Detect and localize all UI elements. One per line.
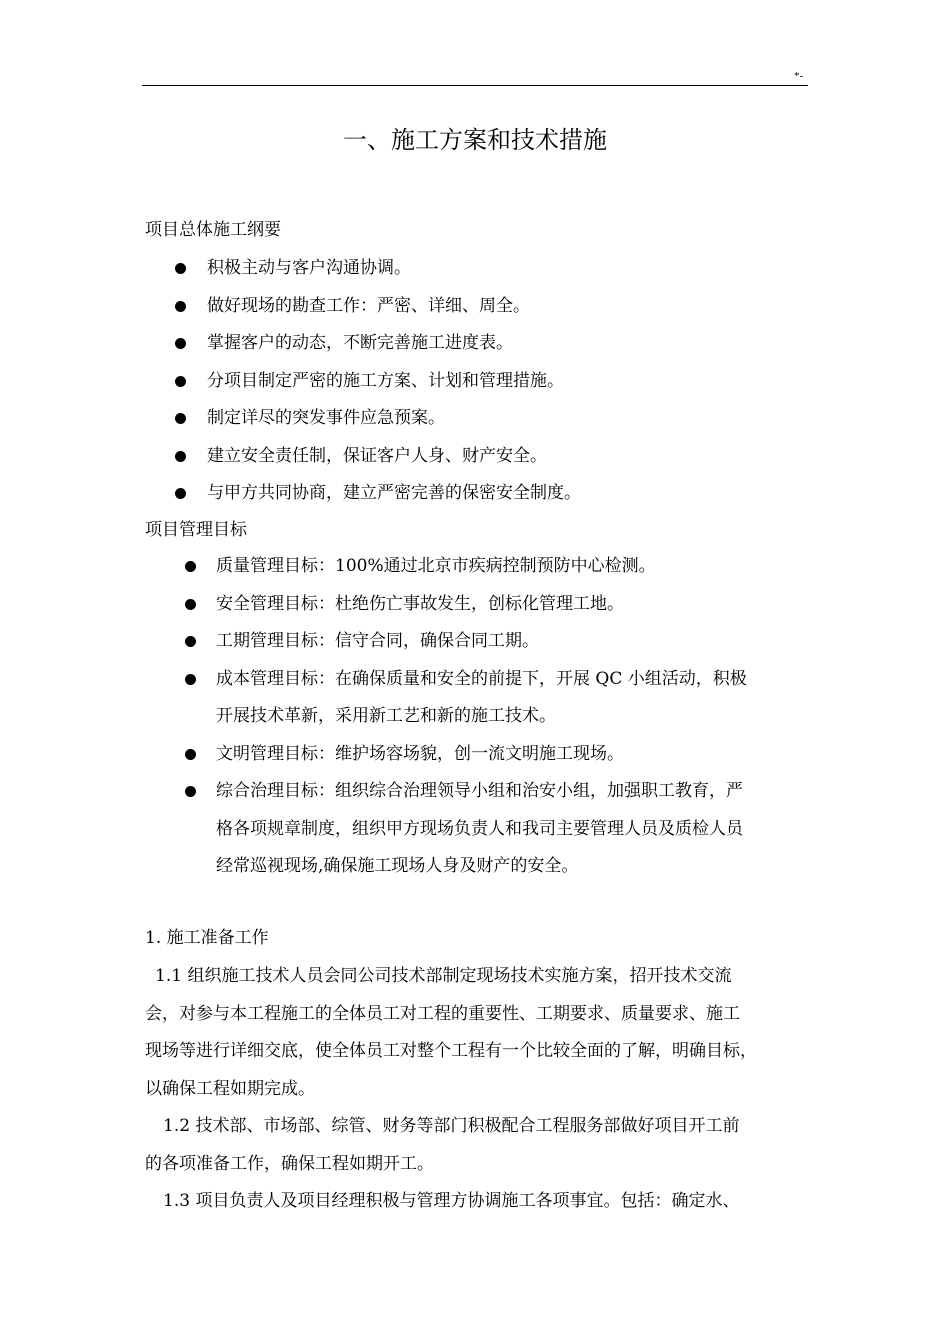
- bullet-dot-icon: [175, 301, 186, 312]
- section-heading-overview: 项目总体施工纲要: [145, 220, 281, 240]
- list-item: 做好现场的勘查工作：严密、详细、周全。: [0, 288, 950, 326]
- bullet-dot-icon: [185, 636, 196, 647]
- bullet-dot-icon: [185, 561, 196, 572]
- list-item: 成本管理目标：在确保质量和安全的前提下，开展 QC 小组活动，积极 开展技术革新，采用新工艺和新的施工技术。: [0, 661, 950, 736]
- bullet-dot-icon: [175, 413, 186, 424]
- list-item: 综合治理目标：组织综合治理领导小组和治安小组，加强职工教育，严 格各项规章制度，组织甲方现场负责人和我司主要管理人员及质检人员 经常巡视现场,确保施工现场人身及财产的安全。: [0, 773, 950, 886]
- paragraph-1-1: 1.1 组织施工技术人员会同公司技术部制定现场技术实施方案，招开技术交流 会，对参与本工程施工的全体员工对工程的重要性、工期要求、质量要求、施工 现场等进行详细交底，使全体员工对整个工程有一个比较全面的了解，明确目标， 以确保工程如期完成。: [145, 966, 757, 1099]
- list-item: 建立安全责任制，保证客户人身、财产安全。: [0, 438, 950, 476]
- list-item: 质量管理目标：100%通过北京市疾病控制预防中心检测。: [0, 548, 950, 586]
- section-heading-goals: 项目管理目标: [145, 520, 247, 540]
- bullet-dot-icon: [185, 599, 196, 610]
- list-item: 制定详尽的突发事件应急预案。: [0, 400, 950, 438]
- paragraph-1-2: 1.2 技术部、市场部、综管、财务等部门积极配合工程服务部做好项目开工前 的各项准备工作，确保工程如期开工。: [145, 1116, 740, 1174]
- list-item: 与甲方共同协商，建立严密完善的保密安全制度。: [0, 475, 950, 513]
- bullet-dot-icon: [175, 338, 186, 349]
- bullet-dot-icon: [175, 376, 186, 387]
- bullet-dot-icon: [185, 786, 196, 797]
- list-item: 工期管理目标：信守合同，确保合同工期。: [0, 623, 950, 661]
- bullet-dot-icon: [185, 749, 196, 760]
- bullet-dot-icon: [175, 488, 186, 499]
- list-item: 积极主动与客户沟通协调。: [0, 250, 950, 288]
- bullet-dot-icon: [175, 263, 186, 274]
- bullet-dot-icon: [185, 674, 196, 685]
- section-heading-preparation: 1. 施工准备工作: [145, 928, 269, 948]
- overview-bullet-list: [0, 250, 950, 513]
- paragraph-1-3: 1.3 项目负责人及项目经理积极与管理方协调施工各项事宜。包括：确定水、: [163, 1191, 740, 1211]
- list-item: 掌握客户的动态，不断完善施工进度表。: [0, 325, 950, 363]
- header-mark: *-: [794, 70, 804, 82]
- bullet-dot-icon: [175, 451, 186, 462]
- list-item: 安全管理目标：杜绝伤亡事故发生，创标化管理工地。: [0, 586, 950, 624]
- goals-bullet-list: [0, 548, 950, 886]
- header-rule: [142, 85, 808, 86]
- list-item: 文明管理目标：维护场容场貌，创一流文明施工现场。: [0, 736, 950, 774]
- page-title: 一、施工方案和技术措施: [343, 126, 607, 154]
- list-item: 分项目制定严密的施工方案、计划和管理措施。: [0, 363, 950, 401]
